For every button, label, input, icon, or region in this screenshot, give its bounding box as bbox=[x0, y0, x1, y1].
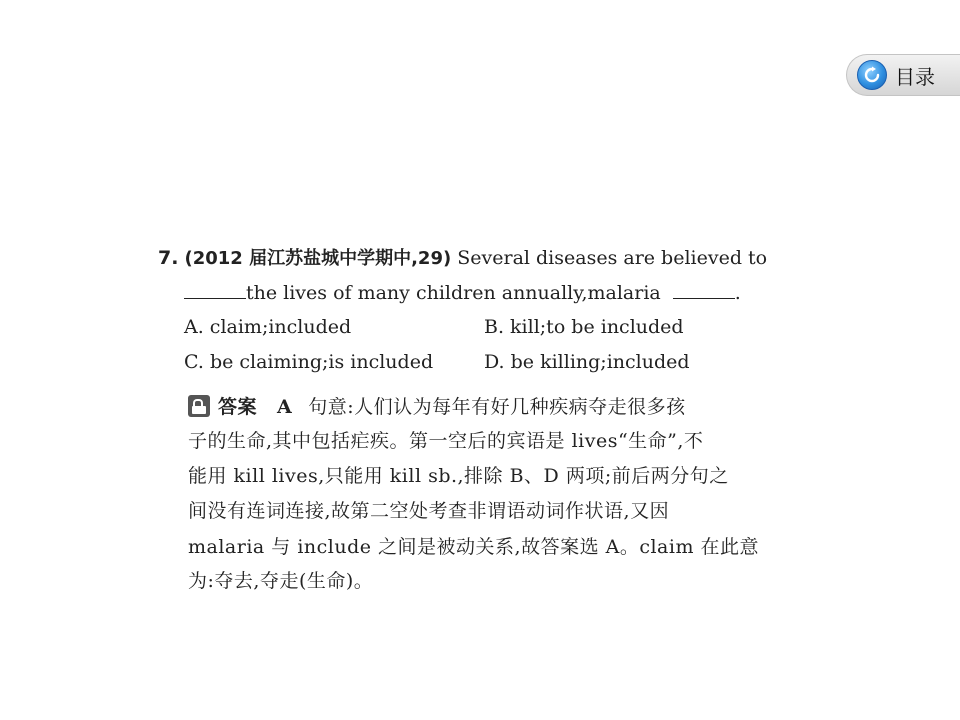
answer-line-1 bbox=[188, 395, 686, 419]
answer-text-1: 句意:人们认为每年有好几种疾病夺走很多孩 bbox=[308, 396, 686, 418]
question-stem-line-1 bbox=[158, 246, 767, 271]
unlock-icon bbox=[188, 395, 210, 417]
answer-blank-1 bbox=[184, 282, 246, 299]
toc-label: 目录 bbox=[895, 64, 935, 89]
answer-title: 答案 bbox=[218, 396, 258, 418]
answer-blank-2 bbox=[673, 282, 735, 299]
answer-text-2: 子的生命,其中包括疟疾。第一空后的宾语是 lives“生命”,不 bbox=[188, 430, 704, 452]
refresh-circle-icon bbox=[857, 60, 887, 90]
answer-text-3: 能用 kill lives,只能用 kill sb.,排除 B、D 两项;前后两分句之 bbox=[188, 465, 729, 487]
option-a: A. claim;included bbox=[184, 316, 352, 338]
question-stem-text-2: the lives of many children annually,malaria bbox=[246, 282, 661, 304]
question-stem-line-2 bbox=[184, 281, 741, 305]
answer-text-5: malaria 与 include 之间是被动关系,故答案选 A。claim 在此意 bbox=[188, 536, 760, 558]
question-stem-end: . bbox=[734, 282, 741, 304]
toc-button[interactable] bbox=[846, 54, 960, 96]
option-d: D. be killing;included bbox=[484, 351, 690, 373]
option-b: B. kill;to be included bbox=[484, 316, 684, 338]
answer-letter: A bbox=[277, 396, 293, 418]
answer-text-6: 为:夺去,夺走(生命)。 bbox=[188, 570, 374, 592]
answer-text-4: 间没有连词连接,故第二空处考查非谓语动词作状语,又因 bbox=[188, 500, 670, 522]
question-source: (2012 届江苏盐城中学期中,29) bbox=[184, 248, 452, 269]
option-c: C. be claiming;is included bbox=[184, 351, 434, 373]
question-number: 7. bbox=[158, 247, 179, 269]
question-stem-text-1: Several diseases are believed to bbox=[457, 247, 768, 269]
